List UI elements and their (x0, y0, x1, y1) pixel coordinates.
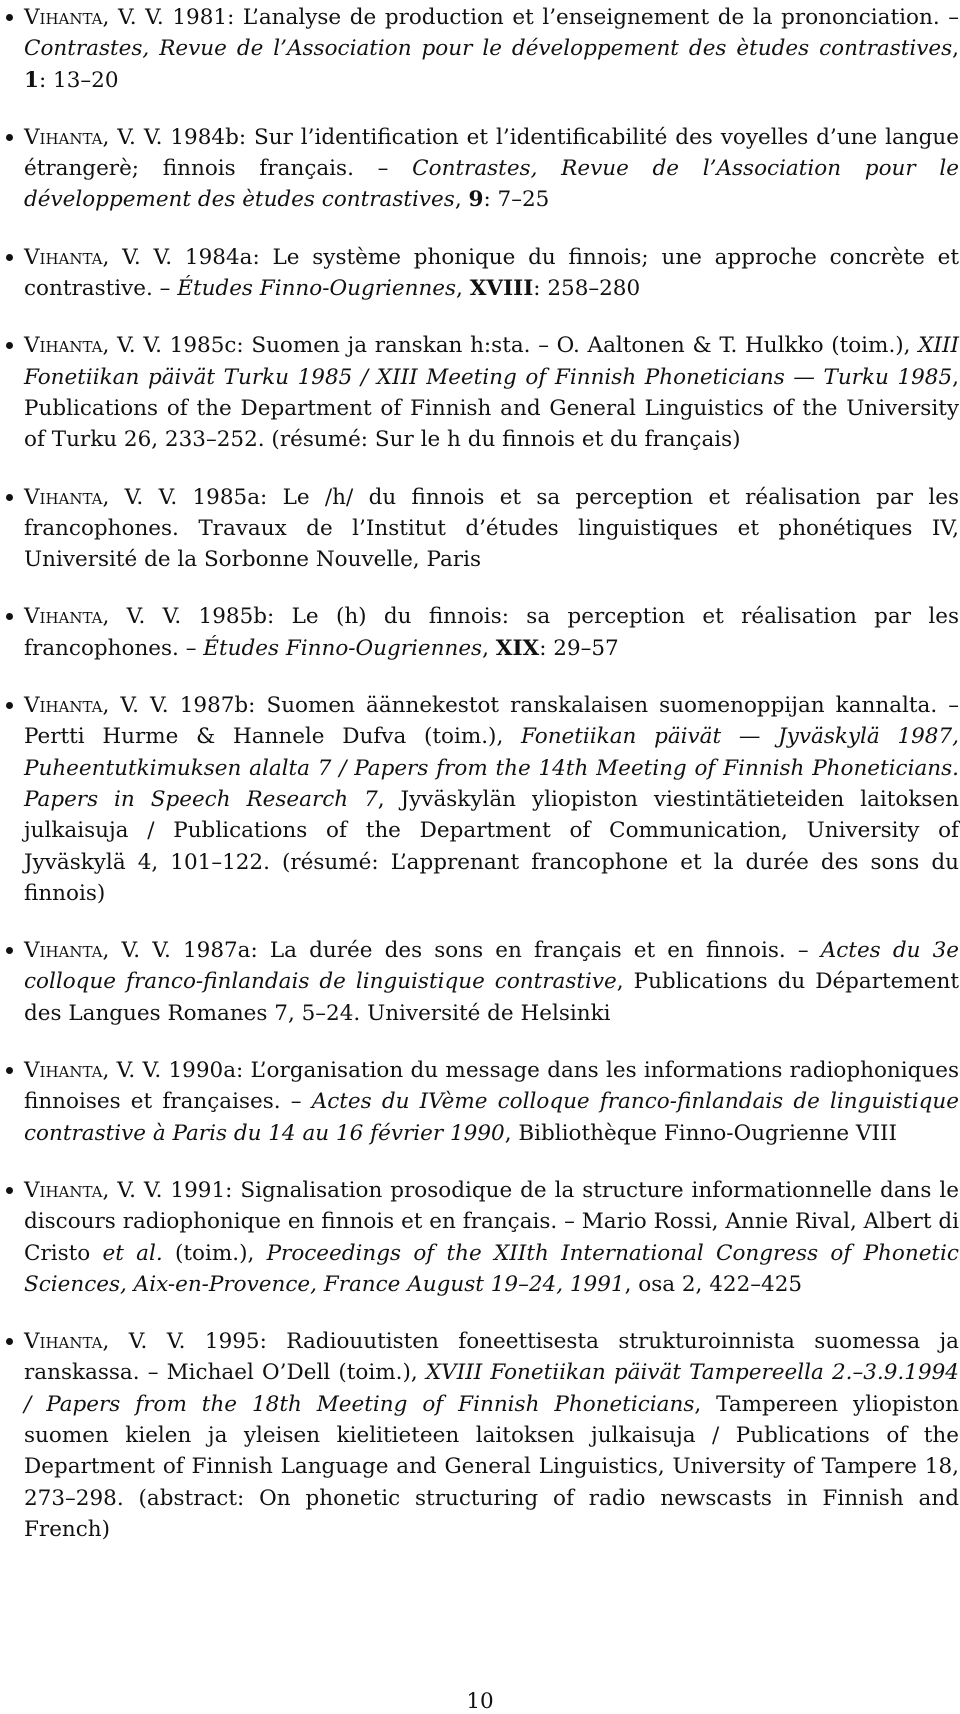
entry-pages: : 29–57 (539, 635, 619, 661)
entry-journal: Proceedings of the XIIth International Congress of Phonetic Sciences, Aix-en-Provence, France August 19–24, 1991 (24, 1240, 959, 1297)
entry-pages: : 7–25 (483, 187, 550, 213)
bullet-icon (6, 1187, 13, 1194)
bibliography-entry (24, 1326, 959, 1545)
entry-pages: : 13–20 (38, 67, 119, 93)
entry-volume: XIX (495, 635, 540, 661)
entry-tail: , Bibliothèque Finno-Ougrienne VIII (504, 1120, 897, 1146)
entry-author: Vihanta, V. V. (24, 604, 182, 630)
entry-text: 1984b: Sur l’identification et l’identificabilité des voyelles d’une langue étrangerè; finnois français. – (24, 124, 959, 182)
bibliography-entry (24, 122, 959, 216)
entry-author: Vihanta, V. V. (24, 693, 169, 719)
bullet-icon (6, 613, 13, 620)
entry-author: Vihanta, V. V. (24, 1329, 186, 1355)
entry-author: Vihanta, V. V. (24, 1058, 162, 1084)
bibliography-entry (24, 2, 959, 96)
bullet-icon (6, 1338, 13, 1345)
entry-volume: 1 (24, 67, 39, 93)
entry-journal: XIII Fonetiikan päivät Turku 1985 / XIII Meeting of Finnish Phoneticians — Turku 1985 (24, 333, 960, 390)
entry-text: 1985b: Le (h) du finnois: sa perception et réalisation par les francophones. – (24, 604, 959, 661)
entry-text: 1985c: Suomen ja ranskan h:sta. – O. Aaltonen & T. Hulkko (toim.), (161, 333, 919, 359)
entry-separator: , (454, 187, 469, 213)
bullet-icon (6, 947, 13, 954)
entry-author: Vihanta, V. V. (24, 124, 163, 150)
entry-text: 1981: L’analyse de production et l’enseignement de la prononciation. – (163, 5, 959, 30)
entry-author: Vihanta, V. V. (24, 484, 178, 510)
entry-tail: , Tampereen yliopiston suomen kielen ja yleisen kielitieteen laitoksen julkaisuja / Publications of the Department of Finnish Language and General Linguistics, University of Tampere 18, 273–298. (abstract: On phonetic structuring of radio newscasts in Finnish and French) (24, 1391, 959, 1542)
bullet-icon (6, 254, 13, 261)
bibliography-list (24, 2, 959, 1571)
bullet-icon (6, 494, 13, 501)
entry-separator: , (952, 36, 959, 62)
entry-etal: et al. (102, 1240, 163, 1266)
bullet-icon (6, 134, 13, 141)
bullet-icon (6, 14, 13, 21)
entry-pages: : 258–280 (533, 276, 641, 302)
entry-text: 1990a: L’organisation du message dans les informations radiophoniques finnoises et françaises. – (24, 1058, 959, 1115)
entry-separator: , (456, 276, 470, 302)
entry-journal: Études Finno-Ougriennes (177, 276, 457, 302)
entry-separator: , (482, 635, 496, 661)
bullet-icon (6, 702, 13, 709)
entry-text: 1987a: La durée des sons en français et en finnois. – (170, 938, 821, 964)
bibliography-entry (24, 242, 959, 305)
entry-text: 1987b: Suomen äännekestot ranskalaisen suomenoppijan kannalta. – Pertti Hurme & Hannele Dufva (toim.), (24, 693, 959, 750)
entry-journal: Études Finno-Ougriennes (203, 635, 483, 661)
page-number: 10 (466, 1689, 494, 1714)
entry-author: Vihanta, V. V. (24, 333, 162, 359)
bibliography-entry (24, 690, 959, 909)
entry-author: Vihanta, V. V. (24, 5, 164, 30)
entry-journal: Contrastes, Revue de l’Association pour le développement des ètudes contrastives (24, 156, 959, 213)
bibliography-entry (24, 1175, 959, 1300)
entry-volume: XVIII (469, 276, 534, 302)
entry-journal: Actes du IVème colloque franco-finlandais de linguistique contrastive à Paris du 14 au 16 février 1990 (24, 1089, 959, 1146)
entry-tail: , Publications du Département des Langues Romanes 7, 5–24. Université de Helsinki (24, 969, 959, 1026)
entry-journal: Fonetiikan päivät — Jyväskylä 1987, Puheentutkimuksen alalta 7 / Papers from the 14th Meeting of Finnish Phoneticians. Papers in Speech Research 7 (24, 724, 959, 812)
entry-text: 1995: Radiouutisten foneettisesta strukturoinnista suomessa ja ranskassa. – Michael O’Dell (toim.), (24, 1329, 959, 1386)
entry-tail: , Jyväskylän yliopiston viestintätieteiden laitoksen julkaisuja / Publications of the Department of Communication, University of Jyväskylä 4, 101–122. (résumé: L’apprenant francophone et la durée des sons du finnois) (24, 786, 959, 906)
bibliography-entry (24, 935, 959, 1029)
entry-text-mid: (toim.), (162, 1240, 267, 1266)
bibliography-entry (24, 1055, 959, 1149)
entry-text: 1991: Signalisation prosodique de la structure informationnelle dans le discours radiophonique en finnois et en français. – Mario Rossi, Annie Rival, Albert di Cristo (24, 1177, 959, 1266)
entry-author: Vihanta, V. V. (24, 938, 171, 964)
entry-tail: , Publications of the Department of Finnish and General Linguistics of the University of Turku 26, 233–252. (résumé: Sur le h du finnois et du français) (24, 364, 959, 453)
entry-text: 1985a: Le /h/ du finnois et sa perception et réalisation par les francophones. Travaux de l’Institut d’études linguistiques et phonétiques IV, Université de la Sorbonne Nouvelle, Paris (24, 484, 959, 573)
bibliography-entry (24, 330, 959, 455)
bullet-icon (6, 1067, 13, 1074)
entry-journal: XVIII Fonetiikan päivät Tampereella 2.–3.9.1994 / Papers from the 18th Meeting of Finnish Phoneticians (24, 1360, 959, 1417)
entry-volume: 9 (468, 187, 484, 213)
entry-author: Vihanta, V. V. (24, 1177, 163, 1203)
entry-text: 1984a: Le système phonique du finnois; une approche concrète et contrastive. – (24, 244, 960, 302)
bibliography-entry (24, 482, 959, 576)
entry-journal: Contrastes, Revue de l’Association pour le développement des ètudes contrastives (24, 36, 953, 62)
entry-journal: Actes du 3e colloque franco-finlandais de linguistique contrastive (24, 938, 959, 995)
bullet-icon (6, 342, 13, 349)
bibliography-entry (24, 601, 959, 664)
entry-author: Vihanta, V. V. (24, 244, 173, 270)
entry-tail: , osa 2, 422–425 (624, 1271, 803, 1297)
